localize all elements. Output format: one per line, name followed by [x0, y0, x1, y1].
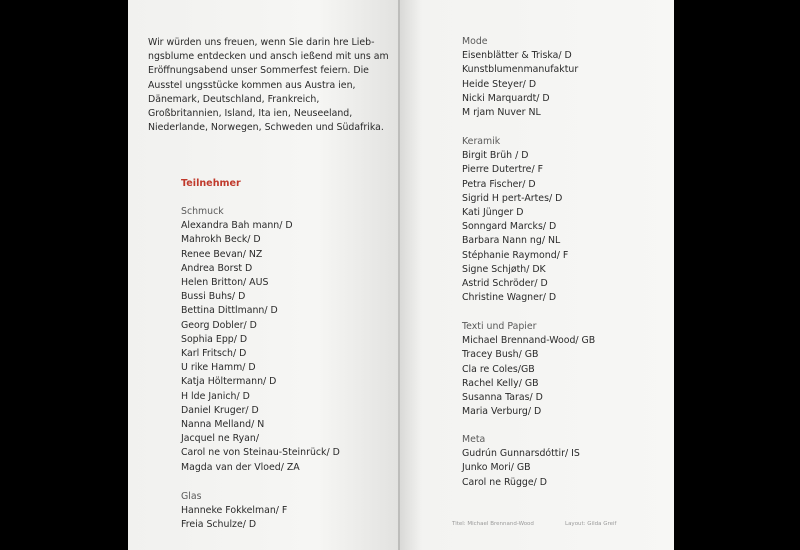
- list-item: Petra Fischer/ D: [462, 178, 536, 190]
- list-item: Sigrid H pert-Artes/ D: [462, 192, 563, 204]
- section-title-mode: Mode: [462, 36, 488, 47]
- section-title-metall: Meta: [462, 434, 486, 445]
- list-item: Bettina Dittlmann/ D: [181, 305, 278, 317]
- list-item: Michael Brennand-Wood/ GB: [462, 335, 596, 347]
- list-item: Kati Jünger D: [462, 207, 524, 219]
- list-item: Cla re Coles/GB: [462, 363, 535, 375]
- list-glas: [181, 504, 287, 532]
- list-item: Christine Wagner/ D: [462, 292, 557, 304]
- section-metall: [462, 433, 580, 490]
- list-item: Tracey Bush/ GB: [462, 349, 539, 361]
- list-item: Rachel Kelly/ GB: [462, 377, 539, 389]
- list-item: Gudrún Gunnarsdóttir/ IS: [462, 448, 580, 460]
- list-item: Carol ne Rügge/ D: [462, 476, 548, 488]
- list-item: Daniel Kruger/ D: [181, 404, 259, 416]
- list-item: M rjam Nuver NL: [462, 107, 541, 119]
- list-textil: [462, 334, 595, 419]
- list-item: Birgit Brüh / D: [462, 150, 529, 162]
- footer-credit: Titel: Michael Brennand-Wood: [452, 521, 534, 527]
- list-item: Freia Schulze/ D: [181, 519, 257, 531]
- participants-heading: Teilnehmer: [181, 178, 241, 189]
- list-schmuck: [181, 219, 340, 475]
- list-item: Hanneke Fokkelman/ F: [181, 505, 288, 517]
- list-item: Katja Höltermann/ D: [181, 376, 277, 388]
- intro-text: [148, 36, 393, 135]
- section-mode: [462, 35, 578, 120]
- list-item: Renee Bevan/ NZ: [181, 248, 263, 260]
- section-glas: [181, 490, 287, 533]
- list-mode: [462, 49, 578, 120]
- list-item: Signe Schjøth/ DK: [462, 263, 546, 275]
- list-item: Mahrokh Beck/ D: [181, 234, 261, 246]
- list-item: Junko Mori/ GB: [462, 462, 531, 474]
- list-item: Bussi Buhs/ D: [181, 291, 246, 303]
- list-item: Maria Verburg/ D: [462, 406, 542, 418]
- section-title-keramik: Keramik: [462, 136, 501, 147]
- list-item: Eisenblätter & Triska/ D: [462, 50, 572, 62]
- list-item: Heide Steyer/ D: [462, 78, 537, 90]
- section-textil: [462, 320, 595, 419]
- list-item: Magda van der Vloed/ ZA: [181, 461, 300, 473]
- list-item: Astrid Schröder/ D: [462, 278, 548, 290]
- list-item: Nanna Melland/ N: [181, 419, 265, 431]
- list-item: Sophia Epp/ D: [181, 333, 248, 345]
- list-item: Stéphanie Raymond/ F: [462, 249, 569, 261]
- left-page: [128, 0, 399, 550]
- list-item: Carol ne von Steinau-Steinrück/ D: [181, 447, 340, 459]
- section-schmuck: [181, 205, 340, 475]
- right-page: [400, 0, 674, 550]
- list-item: U rike Hamm/ D: [181, 362, 256, 374]
- section-title-textil: Texti und Papier: [462, 321, 537, 332]
- intro-paragraph: Wir würden uns freuen, wenn Sie darin hre Lieb- ngsblume entdecken und ansch ießend mit uns am Eröffnungsabend unser Sommerfest feiern. Die Ausstel ungsstücke kommen aus Austra ien, Dänemark, Deutschland, Frankreich, Großbritannien, Island, Ita ien, Neuseeland, Niederlande, Norwegen, Schweden und Südafrika.: [148, 37, 389, 134]
- list-item: Kunstblumenmanufaktur: [462, 64, 579, 76]
- list-item: Susanna Taras/ D: [462, 392, 543, 404]
- list-item: Sonngard Marcks/ D: [462, 221, 557, 233]
- list-keramik: [462, 149, 568, 305]
- list-item: Pierre Dutertre/ F: [462, 164, 543, 176]
- section-keramik: [462, 135, 568, 305]
- list-item: Andrea Borst D: [181, 262, 253, 274]
- list-item: Alexandra Bah mann/ D: [181, 220, 293, 232]
- list-metall: [462, 447, 580, 490]
- list-item: H lde Janich/ D: [181, 390, 250, 402]
- list-item: Jacquel ne Ryan/: [181, 433, 259, 445]
- footer-layout: Layout: Gilda Greif: [565, 521, 617, 527]
- section-title-glas: Glas: [181, 491, 202, 502]
- list-item: Helen Britton/ AUS: [181, 277, 269, 289]
- list-item: Nicki Marquardt/ D: [462, 92, 550, 104]
- list-item: Barbara Nann ng/ NL: [462, 235, 561, 247]
- list-item: Georg Dobler/ D: [181, 319, 257, 331]
- section-title-schmuck: Schmuck: [181, 206, 224, 217]
- list-item: Karl Fritsch/ D: [181, 348, 247, 360]
